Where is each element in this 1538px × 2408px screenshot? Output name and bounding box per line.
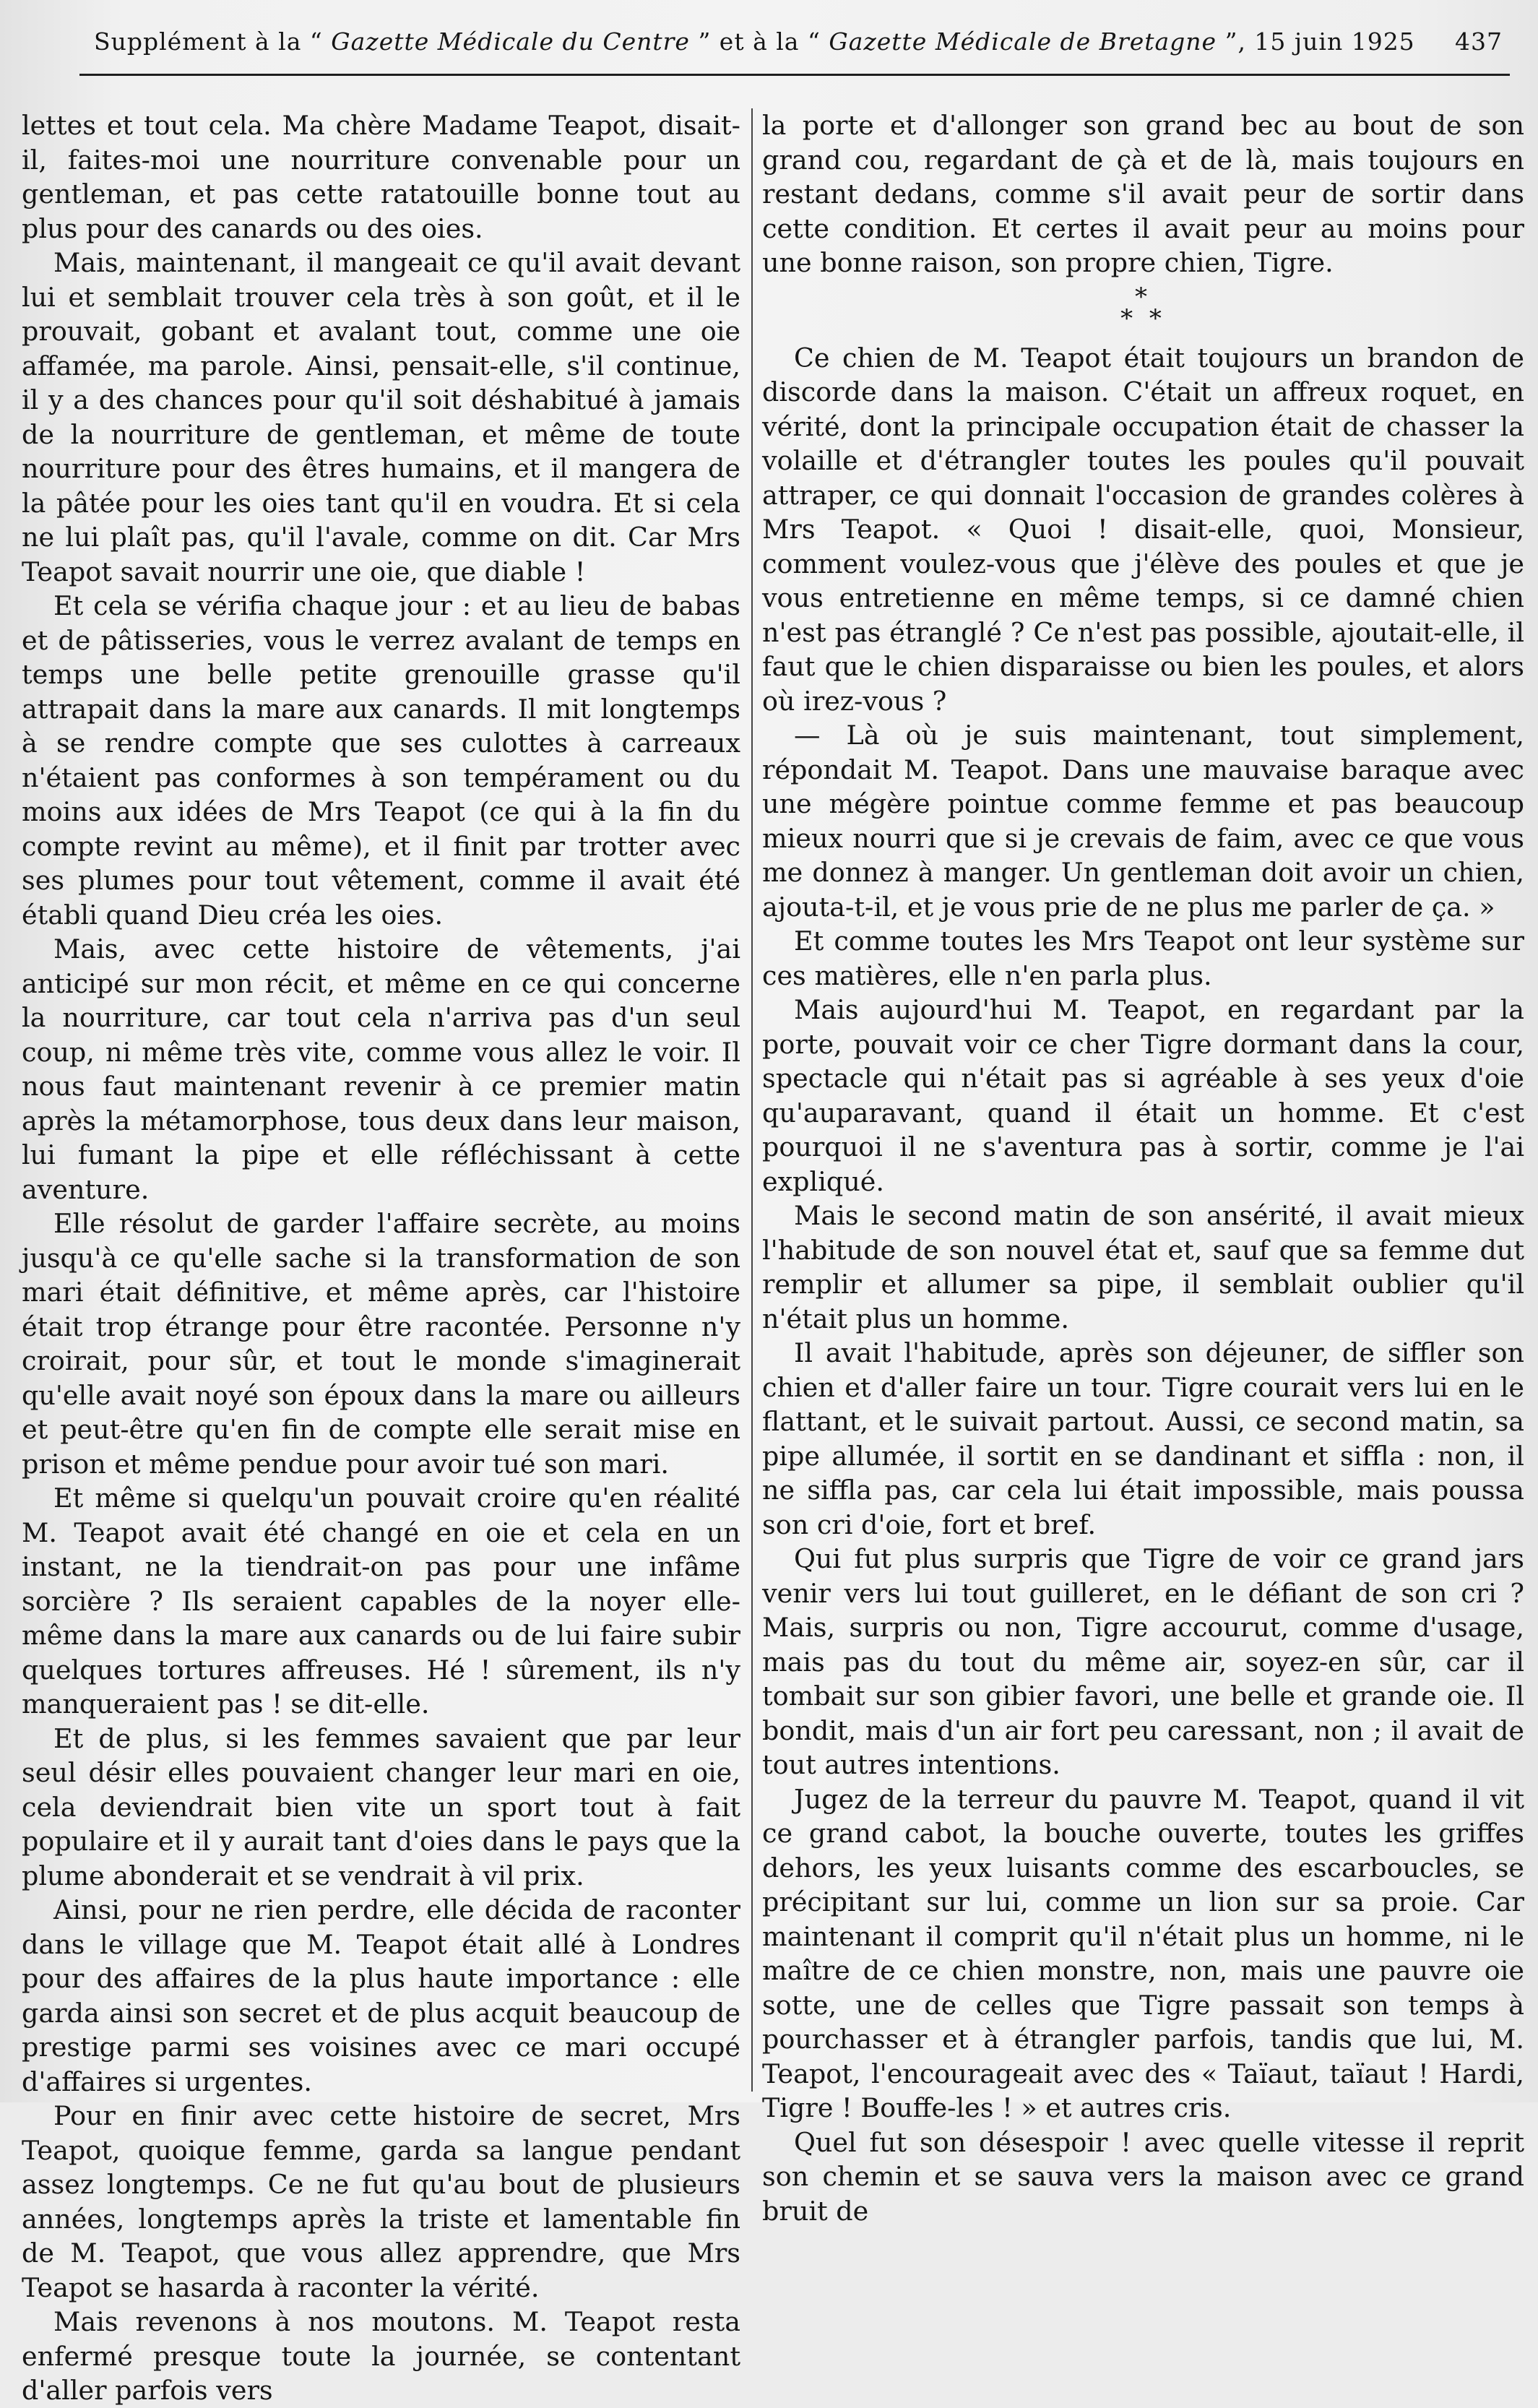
paragraph: lettes et tout cela. Ma chère Madame Teapot, disait-il, faites-moi une nourriture convenable pour un gentleman, et pas cette ratatouille bonne tout au plus pour des canards ou des oies. [22, 110, 740, 244]
page-number: 437 [1455, 27, 1503, 56]
paragraph: Et comme toutes les Mrs Teapot ont leur système sur ces matières, elle n'en parla plus. [762, 925, 1524, 991]
paragraph: Et cela se vérifia chaque jour : et au lieu de babas et de pâtisseries, vous le verrez avalant de temps en temps une belle petite grenouille grasse qu'il attrapait dans la mare aux canards. Il mit longtemps à se rendre compte que ses culottes à carreaux n'étaient pas conformes à son tempérament ou du moins aux idées de Mrs Teapot (ce qui à la fin du compte revint au même), et il finit par trotter avec ses plumes pour tout vêtement, comme il avait été établi quand Dieu créa les oies. [22, 590, 740, 931]
left-column [22, 108, 740, 2408]
paragraph: Qui fut plus surpris que Tigre de voir ce grand jars venir vers lui tout guilleret, en le défiant de son cri ? Mais, surpris ou non, Tigre accourut, comme d'usage, mais pas du tout du même air, soyez-en sûr, car il tombait sur son gibier favori, une belle et grande oie. Il bondit, mais d'un air fort peu caressant, non ; il avait de tout autres intentions. [762, 1543, 1524, 1780]
paragraph: Quel fut son désespoir ! avec quelle vitesse il reprit son chemin et se sauva vers la maison avec ce grand bruit de [762, 2126, 1524, 2227]
paragraph: Mais le second matin de son ansérité, il avait mieux l'habitude de son nouvel état et, sauf que sa femme dut remplir et allumer sa pipe, il semblait oublier qu'il n'était plus un homme. [762, 1200, 1524, 1334]
paragraph: Et de plus, si les femmes savaient que par leur seul désir elles pouvaient changer leur mari en oie, cela deviendrait bien vite un sport tout à fait populaire et il y aurait tant d'oies dans le pays que la plume abonderait et se vendrait à vil prix. [22, 1722, 740, 1891]
gazette-centre-name: Gazette Médicale du Centre [331, 27, 690, 56]
paragraph: — Là où je suis maintenant, tout simplement, répondait M. Teapot. Dans une mauvaise baraque avec une mégère pointue comme femme et pas beaucoup mieux nourri que si je crevais de faim, avec ce que vous me donnez à manger. Un gentleman doit avoir un chien, ajouta-t-il, et je vous prie de ne plus me parler de ça. » [762, 720, 1524, 923]
gazette-bretagne-name: Gazette Médicale de Bretagne [829, 27, 1217, 56]
paragraph: Pour en finir avec cette histoire de secret, Mrs Teapot, quoique femme, garda sa langue pendant assez longtemps. Ce ne fut qu'au bout de plusieurs années, longtemps après la triste et lamentable fin de M. Teapot, que vous allez apprendre, que Mrs Teapot se hasarda à raconter la vérité. [22, 2100, 740, 2303]
header-rule [79, 74, 1510, 76]
right-column [762, 108, 1524, 2228]
header-title: Supplément à la “ Gazette Médicale du Centre ” et à la “ Gazette Médicale de Bretagne ”, 15 juin 1925 [94, 27, 1415, 56]
paragraph: Mais aujourd'hui M. Teapot, en regardant par la porte, pouvait voir ce cher Tigre dormant dans la cour, spectacle qui n'était pas si agréable à ses yeux d'oie qu'auparavant, quand il était un homme. Et c'est pourquoi il ne s'aventura pas à sortir, comme je l'ai expliqué. [762, 994, 1524, 1197]
paragraph: Jugez de la terreur du pauvre M. Teapot, quand il vit ce grand cabot, la bouche ouverte, toutes les griffes dehors, les yeux luisants comme des escarboucles, se précipitant sur lui, comme un lion sur sa proie. Car maintenant il comprit qu'il n'était plus un homme, ni le maître de ce chien monstre, non, mais une pauvre oie sotte, une de celles que Tigre passait son temps à pourchasser et à étrangler parfois, tandis que lui, M. Teapot, l'encourageait avec des « Taïaut, taïaut ! Hardi, Tigre ! Bouffe-les ! » et autres cris. [762, 1783, 1524, 2123]
paragraph: Mais, avec cette histoire de vêtements, j'ai anticipé sur mon récit, et même en ce qui concerne la nourriture, car tout cela n'arriva pas d'un seul coup, ni même très vite, comme vous allez le voir. Il nous faut maintenant revenir à ce premier matin après la métamorphose, tous deux dans leur maison, lui fumant la pipe et elle réfléchissant à cette aventure. [22, 933, 740, 1205]
paragraph: Et même si quelqu'un pouvait croire qu'en réalité M. Teapot avait été changé en oie et cela en un instant, ne la tiendrait-on pas pour une infâme sorcière ? Ils seraient capables de la noyer elle-même dans la mare aux canards ou de lui faire subir quelques tortures affreuses. Hé ! sûrement, ils n'y manqueraient pas ! se dit-elle. [22, 1483, 740, 1719]
paragraph: Ce chien de M. Teapot était toujours un brandon de discorde dans la maison. C'était un affreux roquet, en vérité, dont la principale occupation était de chasser la volaille et d'étrangler toutes les poules qu'il pouvait attraper, ce qui donnait l'occasion de grandes colères à Mrs Teapot. « Quoi ! disait-elle, quoi, Monsieur, comment voulez-vous que j'élève des poules et que je vous entretienne en même temps, si ce damné chien n'est pas étranglé ? Ce n'est pas possible, ajoutait-elle, il faut que le chien disparaisse ou bien les poules, et alors où irez-vous ? [762, 342, 1524, 717]
section-break-asterism: * * * [1120, 282, 1166, 333]
paragraph: Elle résolut de garder l'affaire secrète, au moins jusqu'à ce qu'elle sache si la transformation de son mari était définitive, et même après, car l'histoire était trop étrange pour être racontée. Personne n'y croirait, pour sûr, et tout le monde s'imaginerait qu'elle avait noyé son époux dans la mare ou ailleurs et peut-être qu'en fin de compte elle serait mise en prison et même pendue pour avoir tué son mari. [22, 1208, 740, 1480]
paragraph: la porte et d'allonger son grand bec au bout de son grand cou, regardant de çà et de là, mais toujours en restant dedans, comme s'il avait peur de sortir dans cette condition. Et certes il avait peur au moins pour une bonne raison, son propre chien, Tigre. [762, 110, 1524, 278]
paragraph: Mais revenons à nos moutons. M. Teapot resta enfermé presque toute la journée, se contentant d'aller parfois vers [22, 2306, 740, 2406]
paragraph: Ainsi, pour ne rien perdre, elle décida de raconter dans le village que M. Teapot était allé à Londres pour des affaires de la plus haute importance : elle garda ainsi son secret et de plus acquit beaucoup de prestige parmi ses voisines avec ce mari occupé d'affaires si urgentes. [22, 1894, 740, 2097]
running-header [94, 27, 1503, 71]
paragraph: Il avait l'habitude, après son déjeuner, de siffler son chien et d'aller faire un tour. Tigre courait vers lui en le flattant, et le suivait partout. Aussi, ce second matin, sa pipe allumée, il sortit en se dandinant et siffla : non, il ne siffla pas, car cela lui était impossible, mais poussa son cri d'oie, fort et bref. [762, 1337, 1524, 1540]
paragraph: Mais, maintenant, il mangeait ce qu'il avait devant lui et semblait trouver cela très à son goût, et il le prouvait, gobant et avalant tout, comme une oie affamée, ma parole. Ainsi, pensait-elle, s'il continue, il y a des chances pour qu'il soit déshabitué à jamais de la nourriture de gentleman, et même de toute nourriture pour des êtres humains, et il mangera de la pâtée pour les oies tant qu'il en voudra. Et si cela ne lui plaît pas, qu'il l'avale, comme on dit. Car Mrs Teapot savait nourrir une oie, que diable ! [22, 247, 740, 587]
column-divider [751, 108, 753, 2092]
